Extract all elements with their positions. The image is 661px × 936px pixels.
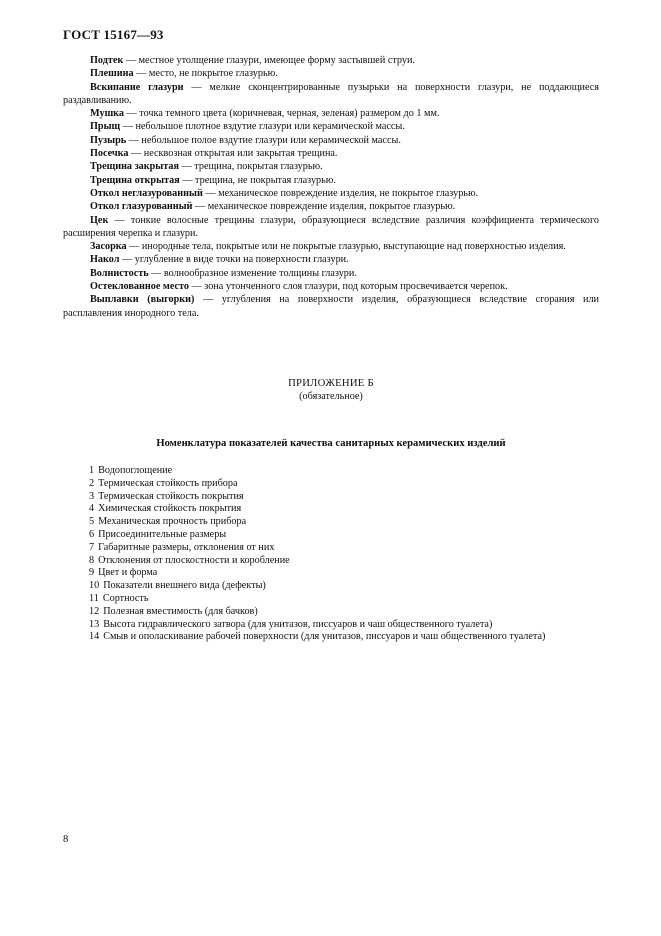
item-text: Цвет и форма bbox=[98, 567, 158, 579]
term-entry bbox=[63, 54, 599, 67]
term-definition: — несквозная открытая или закрытая трещина. bbox=[128, 148, 338, 160]
term-definition: — волнообразное изменение толщины глазури. bbox=[148, 267, 357, 279]
item-text: Высота гидравлического затвора (для унитазов, писсуаров и чаш общественного туалета) bbox=[103, 618, 493, 630]
item-text: Термическая стойкость прибора bbox=[98, 477, 238, 489]
term-name: Прыщ bbox=[90, 121, 121, 133]
term-name: Засорка bbox=[90, 241, 127, 253]
term-entry bbox=[63, 280, 599, 293]
term-definition: — небольшое плотное вздутие глазури или керамической массы. bbox=[120, 121, 405, 133]
item-text: Водопоглощение bbox=[98, 465, 173, 476]
list-item bbox=[89, 491, 649, 504]
term-definition: — инородные тела, покрытые или не покрытые глазурью, выступающие над поверхностью изделия. bbox=[126, 241, 566, 253]
list-item bbox=[89, 593, 649, 606]
quality-indicators-list bbox=[89, 465, 649, 644]
term-entry bbox=[63, 67, 599, 80]
list-item bbox=[89, 580, 649, 593]
list-item bbox=[89, 631, 649, 644]
item-number: 14 bbox=[89, 631, 100, 643]
term-entry bbox=[63, 200, 599, 213]
item-number: 11 bbox=[89, 592, 99, 604]
item-number: 12 bbox=[89, 605, 100, 617]
item-number: 6 bbox=[89, 528, 95, 540]
term-entry bbox=[63, 240, 599, 253]
term-name: Подтек bbox=[90, 55, 124, 66]
term-entry bbox=[63, 174, 599, 187]
term-entry bbox=[63, 160, 599, 173]
term-definition: — механическое повреждение изделия, не покрытое глазурью. bbox=[202, 187, 479, 199]
term-entry bbox=[63, 81, 599, 108]
term-definition: — местное утолщение глазури, имеющее форму застывшей струи. bbox=[123, 55, 415, 66]
term-name: Мушка bbox=[90, 108, 124, 120]
document-code-header: ГОСТ 15167—93 bbox=[63, 27, 164, 42]
term-name: Откол глазурованный bbox=[90, 201, 193, 213]
item-number: 3 bbox=[89, 490, 95, 502]
term-name: Трещина открытая bbox=[90, 174, 180, 186]
item-text: Сортность bbox=[102, 592, 149, 604]
term-definition: — трещина, покрытая глазурью. bbox=[179, 161, 323, 173]
item-text: Термическая стойкость покрытия bbox=[98, 490, 244, 502]
appendix-note: (обязательное) bbox=[299, 391, 363, 402]
term-entry bbox=[63, 214, 599, 241]
term-definition: — углубления на поверхности изделия, образующиеся вследствие сгорания или расплавления инородного тела. bbox=[63, 294, 600, 319]
item-number: 1 bbox=[89, 465, 95, 476]
term-name: Цек bbox=[90, 214, 109, 226]
item-text: Смыв и ополаскивание рабочей поверхности (для унитазов, писсуаров и чаш общественного туалета) bbox=[103, 631, 546, 643]
list-item bbox=[89, 503, 649, 516]
item-number: 9 bbox=[89, 567, 95, 579]
term-definition: — механическое повреждение изделия, покрытое глазурью. bbox=[192, 201, 456, 213]
page-number: 8 bbox=[63, 834, 69, 845]
item-number: 7 bbox=[89, 541, 95, 553]
term-definition: — тонкие волосные трещины глазури, образующиеся вследствие различия коэффициента термического расширения черепка и глазури. bbox=[63, 214, 599, 239]
term-entry bbox=[63, 293, 599, 320]
item-text: Полезная вместимость (для бачков) bbox=[103, 605, 258, 617]
item-text: Показатели внешнего вида (дефекты) bbox=[103, 580, 266, 592]
list-item bbox=[89, 619, 649, 632]
term-definition: — углубление в виде точки на поверхности глазури. bbox=[119, 254, 349, 266]
list-item bbox=[89, 465, 649, 478]
item-number: 4 bbox=[89, 503, 95, 515]
term-name: Трещина закрытая bbox=[90, 161, 179, 173]
term-entry bbox=[63, 187, 599, 200]
item-number: 8 bbox=[89, 554, 95, 566]
item-text: Механическая прочность прибора bbox=[98, 516, 247, 528]
list-item bbox=[89, 478, 649, 491]
section-heading: Номенклатура показателей качества санитарных керамических изделий bbox=[156, 438, 506, 449]
term-definition: — небольшое полое вздутие глазури или керамической массы. bbox=[126, 134, 401, 146]
term-name: Остеклованное место bbox=[90, 281, 189, 293]
item-text: Габаритные размеры, отклонения от них bbox=[98, 541, 275, 553]
item-text: Отклонения от плоскостности и коробление bbox=[98, 554, 290, 566]
list-item bbox=[89, 606, 649, 619]
term-name: Волнистость bbox=[90, 267, 149, 279]
term-entry bbox=[63, 120, 599, 133]
term-definition: — зона утонченного слоя глазури, под которым просвечивается черепок. bbox=[188, 281, 508, 293]
term-definition: — трещина, не покрытая глазурью. bbox=[179, 174, 336, 186]
term-name: Пузырь bbox=[90, 134, 127, 146]
item-number: 10 bbox=[89, 580, 100, 592]
item-text: Химическая стойкость покрытия bbox=[98, 503, 242, 515]
item-number: 13 bbox=[89, 618, 100, 630]
term-name: Посечка bbox=[90, 148, 129, 160]
term-definition: — мелкие сконцентрированные пузырьки на поверхности глазури, не поддающиеся раздавливанию. bbox=[63, 81, 599, 106]
term-entry bbox=[63, 134, 599, 147]
item-number: 2 bbox=[89, 477, 95, 489]
item-text: Присоединительные размеры bbox=[98, 528, 227, 540]
terms-definitions bbox=[63, 54, 599, 320]
appendix-title: ПРИЛОЖЕНИЕ Б bbox=[288, 378, 374, 389]
list-item bbox=[89, 516, 649, 529]
list-item bbox=[89, 567, 649, 580]
term-entry bbox=[63, 147, 599, 160]
term-name: Плешина bbox=[90, 68, 134, 80]
list-item bbox=[89, 542, 649, 555]
term-entry bbox=[63, 253, 599, 266]
term-entry bbox=[63, 267, 599, 280]
term-name: Вскипание глазури bbox=[90, 81, 184, 93]
term-definition: — точка темного цвета (коричневая, черная, зеленая) размером до 1 мм. bbox=[124, 108, 440, 120]
term-name: Выплавки (выгорки) bbox=[90, 294, 195, 306]
term-entry bbox=[63, 107, 599, 120]
term-name: Накол bbox=[90, 254, 120, 266]
term-name: Откол неглазурованный bbox=[90, 187, 203, 199]
list-item bbox=[89, 555, 649, 568]
list-item bbox=[89, 529, 649, 542]
term-definition: — место, не покрытое глазурью. bbox=[133, 68, 278, 80]
item-number: 5 bbox=[89, 516, 95, 528]
